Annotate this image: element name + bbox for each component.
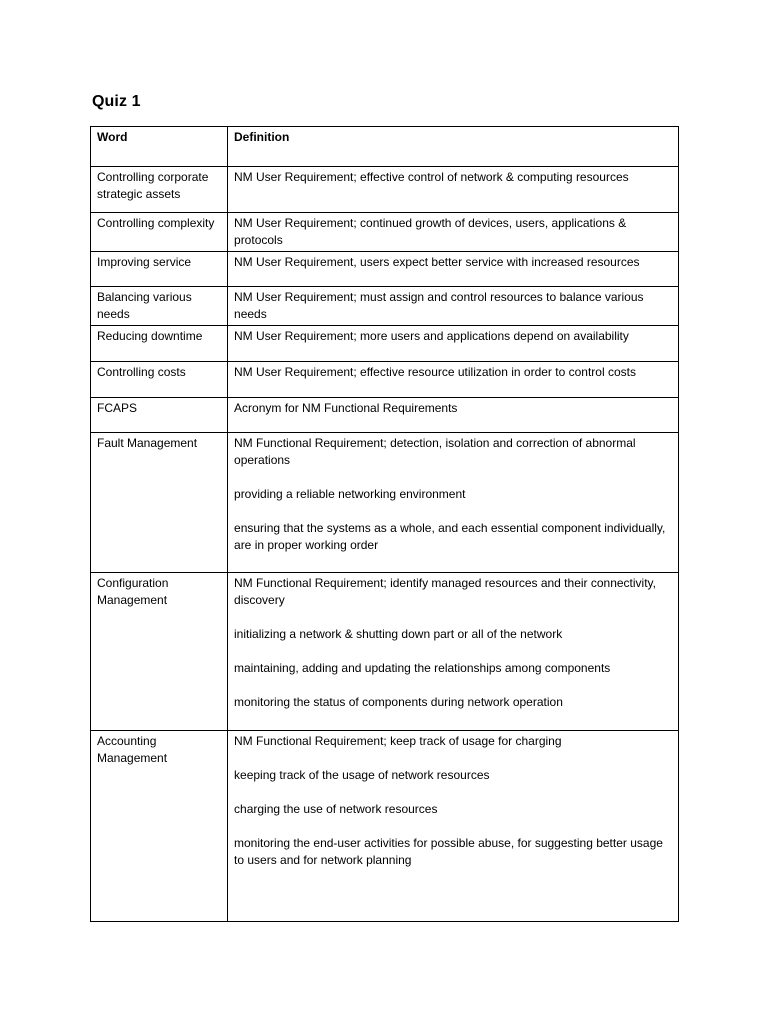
word-cell: Accounting Management [91, 731, 228, 922]
header-definition: Definition [228, 127, 679, 167]
table-row [91, 167, 679, 213]
definition-cell [228, 433, 679, 573]
definition-cell [228, 573, 679, 731]
word-cell: Controlling complexity [91, 213, 228, 252]
table-row [91, 433, 679, 573]
table-row [91, 326, 679, 362]
definition-text: charging the use of network resources [234, 802, 438, 816]
definition-cell [228, 252, 679, 287]
definition-text: NM User Requirement; effective resource utilization in order to control costs [234, 365, 636, 379]
definition-text: NM User Requirement; continued growth of devices, users, applications & protocols [234, 216, 627, 247]
word-cell: Improving service [91, 252, 228, 287]
definition-text: NM User Requirement; effective control of network & computing resources [234, 170, 629, 184]
definition-text: NM User Requirement; must assign and control resources to balance various needs [234, 290, 644, 321]
word-cell: Configuration Management [91, 573, 228, 731]
table-row [91, 398, 679, 433]
definition-text: providing a reliable networking environment [234, 487, 466, 501]
definition-text: NM User Requirement, users expect better service with increased resources [234, 255, 640, 269]
table-header-row [91, 127, 679, 167]
table-row [91, 287, 679, 326]
definition-cell [228, 362, 679, 398]
definition-text: maintaining, adding and updating the relationships among components [234, 661, 611, 675]
word-cell: Fault Management [91, 433, 228, 573]
header-word: Word [91, 127, 228, 167]
definition-cell [228, 213, 679, 252]
definition-text: NM Functional Requirement; detection, isolation and correction of abnormal operations [234, 436, 636, 467]
definition-cell [228, 398, 679, 433]
word-cell: Reducing downtime [91, 326, 228, 362]
word-cell: FCAPS [91, 398, 228, 433]
table-row [91, 573, 679, 731]
definition-text: monitoring the status of components during network operation [234, 695, 563, 709]
table-row [91, 731, 679, 922]
word-cell: Controlling corporate strategic assets [91, 167, 228, 213]
table-row [91, 213, 679, 252]
table-row [91, 362, 679, 398]
definition-text: NM Functional Requirement; identify managed resources and their connectivity, discovery [234, 576, 657, 607]
definition-cell [228, 326, 679, 362]
page-title: Quiz 1 [92, 93, 141, 110]
word-cell: Controlling costs [91, 362, 228, 398]
quiz-table [90, 126, 679, 922]
word-cell: Balancing various needs [91, 287, 228, 326]
definition-text: monitoring the end-user activities for possible abuse, for suggesting better usage to users and for network planning [234, 836, 663, 867]
definition-text: initializing a network & shutting down part or all of the network [234, 627, 563, 641]
definition-text: NM User Requirement; more users and applications depend on availability [234, 329, 629, 343]
definition-text: ensuring that the systems as a whole, and each essential component individually, are in proper working order [234, 521, 666, 552]
definition-text: keeping track of the usage of network resources [234, 768, 490, 782]
definition-text: NM Functional Requirement; keep track of usage for charging [234, 734, 562, 748]
definition-text: Acronym for NM Functional Requirements [234, 401, 458, 415]
definition-cell [228, 731, 679, 922]
table-row [91, 252, 679, 287]
definition-cell [228, 167, 679, 213]
definition-cell [228, 287, 679, 326]
